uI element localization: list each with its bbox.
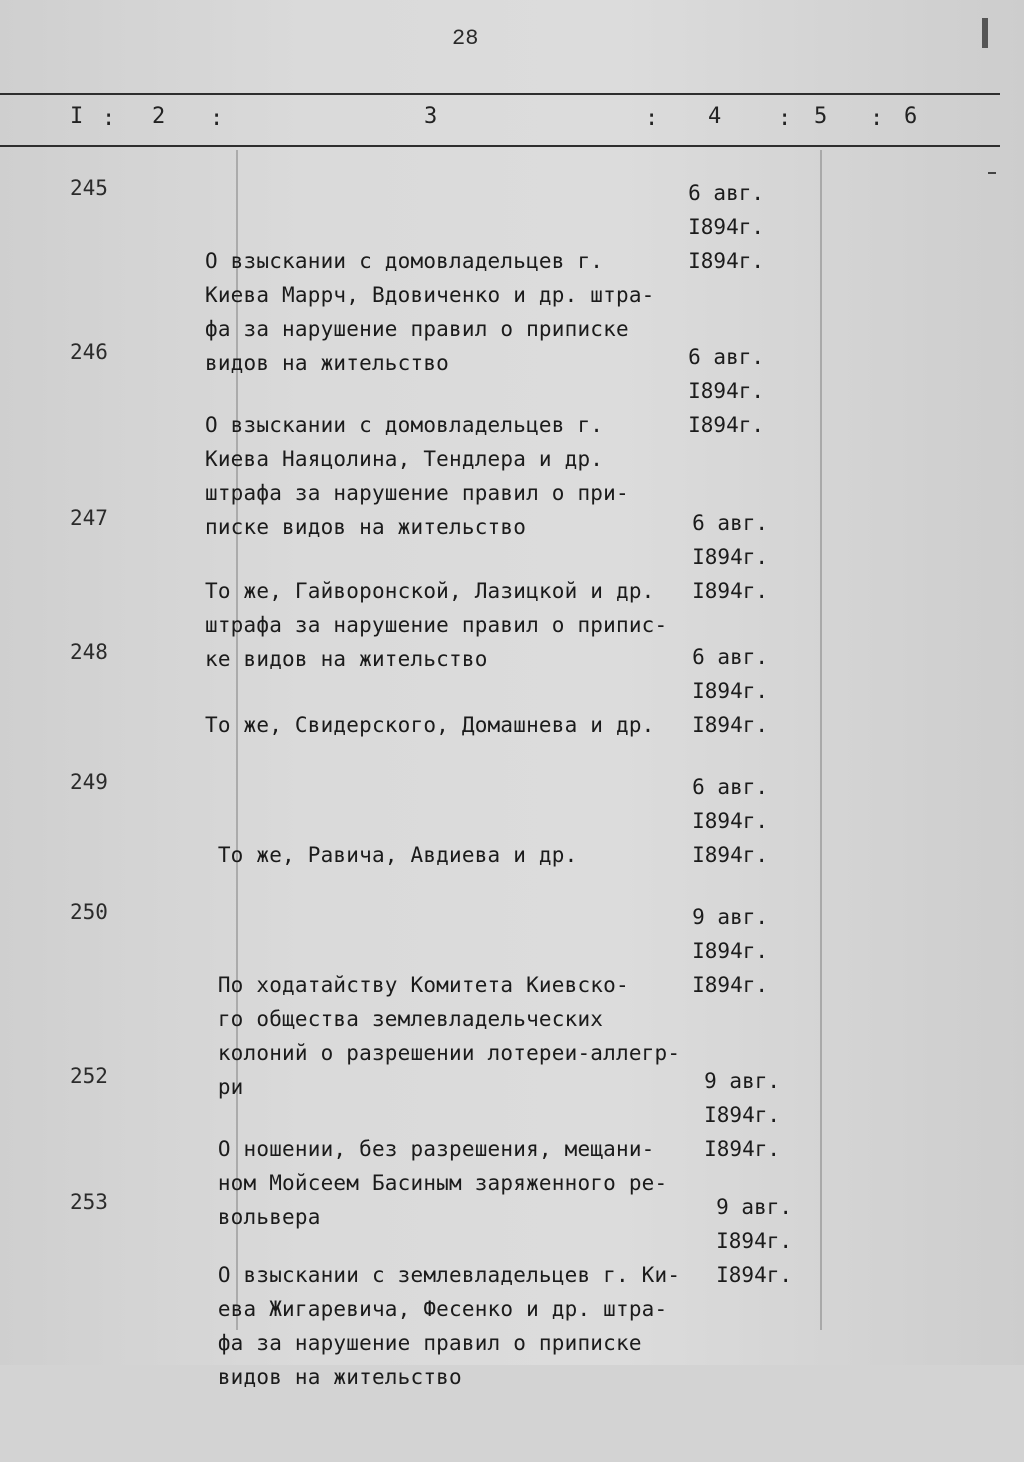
- entry-description: То же, Свидерского, Домашнева и др.: [205, 713, 655, 737]
- column-header-2: 2: [152, 104, 166, 129]
- entry-number: 250: [70, 900, 108, 924]
- margin-tick: [988, 172, 996, 174]
- entry-number: 247: [70, 506, 108, 530]
- column-header-3: 3: [424, 104, 438, 129]
- entry-description: О ношении, без разрешения, мещани- ном Мойсеем Басиным заряженного ре- вольвера: [205, 1137, 668, 1229]
- column-header-6: 6: [904, 104, 918, 129]
- column-separator: :: [778, 106, 792, 131]
- entry-number: 248: [70, 640, 108, 664]
- column-header-5: 5: [814, 104, 828, 129]
- entry-dates: 9 авг. I894г. I894г.: [716, 1195, 792, 1287]
- entry-description: О взыскании с землевладельцев г. Ки- ева Жигаревича, Фесенко и др. штра- фа за нарушение правил о приписке видов на жительство: [205, 1263, 681, 1389]
- column-header-1: I: [70, 104, 84, 129]
- entry-number: 246: [70, 340, 108, 364]
- header-rule-bottom: [0, 145, 1000, 147]
- entry-dates: 6 авг. I894г. I894г.: [692, 645, 768, 737]
- entry-dates: 6 авг. I894г. I894г.: [692, 775, 768, 867]
- column-separator: :: [102, 106, 116, 131]
- column-separator: :: [645, 106, 659, 131]
- entry-dates: 6 авг. I894г. I894г.: [688, 181, 764, 273]
- edge-mark: [982, 18, 988, 48]
- entry-number: 245: [70, 176, 108, 200]
- column-header-4: 4: [708, 104, 722, 129]
- entry-number: 253: [70, 1190, 108, 1214]
- entry-description: То же, Равича, Авдиева и др.: [205, 843, 578, 867]
- entry-description: По ходатайству Комитета Киевско- го общества землевладельческих колоний о разрешении лотереи-аллегр- ри: [205, 973, 681, 1099]
- column-separator: :: [210, 106, 224, 131]
- entry-dates: 6 авг. I894г. I894г.: [688, 345, 764, 437]
- entry-number: 249: [70, 770, 108, 794]
- column-divider: [820, 150, 822, 1330]
- entry-number: 252: [70, 1064, 108, 1088]
- page-number: 28: [452, 26, 479, 51]
- entry-description: То же, Гайворонской, Лазицкой и др. штрафа за нарушение правил о припис- ке видов на жительство: [205, 579, 668, 671]
- entry-description: О взыскании с домовладельцев г. Киева Маррч, Вдовиченко и др. штра- фа за нарушение правил о приписке видов на жительство: [205, 249, 655, 375]
- header-rule-top: [0, 93, 1000, 95]
- column-separator: :: [870, 106, 884, 131]
- entry-dates: 6 авг. I894г. I894г.: [692, 511, 768, 603]
- entry-dates: 9 авг. I894г. I894г.: [692, 905, 768, 997]
- entry-description: О взыскании с домовладельцев г. Киева Наяцолина, Тендлера и др. штрафа за нарушение правил о при- писке видов на жительство: [205, 413, 629, 539]
- entry-dates: 9 авг. I894г. I894г.: [704, 1069, 780, 1161]
